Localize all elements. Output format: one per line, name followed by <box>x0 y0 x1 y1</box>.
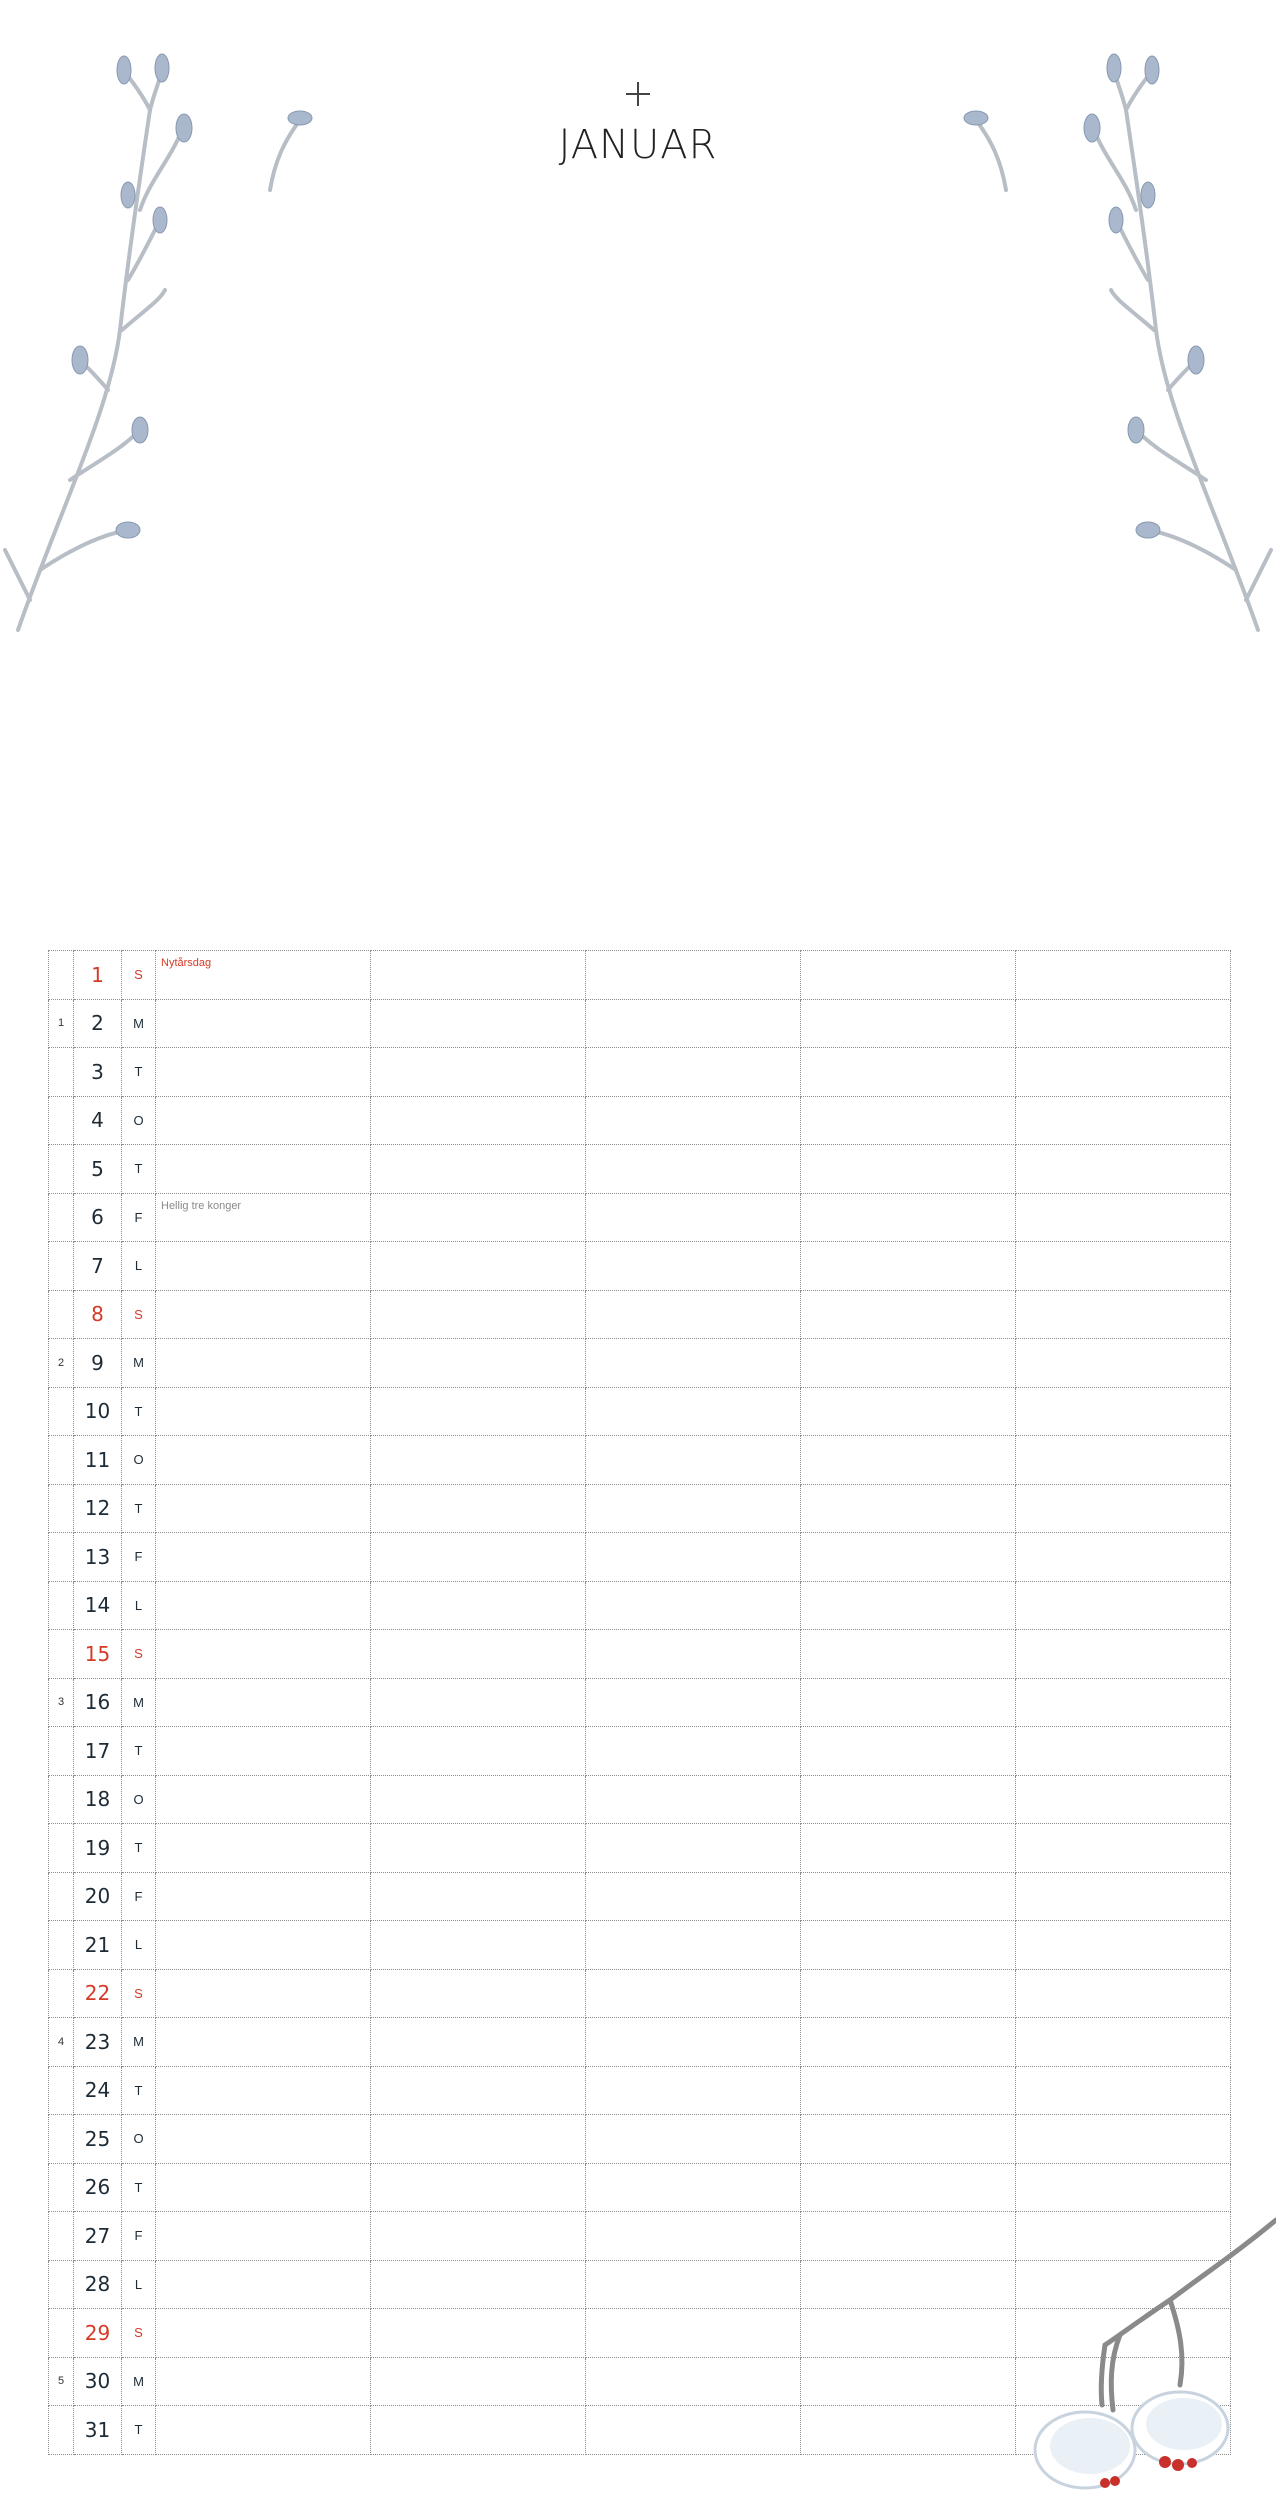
week-number <box>49 1242 74 1291</box>
day-number: 2 <box>74 999 122 1048</box>
entry-cell[interactable] <box>586 1145 801 1194</box>
weekday-letter: T <box>122 1727 156 1776</box>
entry-cell[interactable] <box>801 1678 1016 1727</box>
calendar-row <box>49 1145 1231 1194</box>
weekday-letter: F <box>122 1872 156 1921</box>
entry-cell[interactable] <box>586 1969 801 2018</box>
week-number <box>49 2115 74 2164</box>
entry-cell[interactable] <box>801 2018 1016 2067</box>
day-number: 20 <box>74 1872 122 1921</box>
entry-cell[interactable] <box>1016 1775 1231 1824</box>
entry-cell[interactable] <box>801 2163 1016 2212</box>
weekday-letter: M <box>122 1339 156 1388</box>
entry-cell[interactable] <box>801 2115 1016 2164</box>
entry-cell[interactable] <box>156 1290 371 1339</box>
entry-cell[interactable] <box>801 2309 1016 2358</box>
day-number: 16 <box>74 1678 122 1727</box>
calendar-row <box>49 1436 1231 1485</box>
weekday-letter: T <box>122 1387 156 1436</box>
weekday-letter: O <box>122 1436 156 1485</box>
week-number <box>49 1290 74 1339</box>
entry-cell[interactable] <box>586 1193 801 1242</box>
entry-cell[interactable] <box>801 1727 1016 1776</box>
entry-cell[interactable] <box>1016 1387 1231 1436</box>
entry-cell[interactable] <box>1016 1193 1231 1242</box>
entry-cell[interactable] <box>1016 1581 1231 1630</box>
entry-cell[interactable] <box>371 2357 586 2406</box>
calendar-row <box>49 1678 1231 1727</box>
week-number: 4 <box>49 2018 74 2067</box>
weekday-letter: O <box>122 1096 156 1145</box>
weekday-letter: S <box>122 1630 156 1679</box>
entry-cell[interactable] <box>1016 1824 1231 1873</box>
entry-cell[interactable] <box>1016 1921 1231 1970</box>
week-number <box>49 1969 74 2018</box>
entry-cell[interactable] <box>801 999 1016 1048</box>
week-number <box>49 1387 74 1436</box>
entry-cell[interactable] <box>586 1387 801 1436</box>
entry-cell[interactable] <box>586 1581 801 1630</box>
entry-cell[interactable] <box>371 2066 586 2115</box>
entry-cell[interactable] <box>586 2406 801 2455</box>
entry-cell[interactable] <box>156 1678 371 1727</box>
week-number <box>49 1630 74 1679</box>
calendar-row <box>49 1387 1231 1436</box>
week-number <box>49 1824 74 1873</box>
day-number: 26 <box>74 2163 122 2212</box>
entry-cell[interactable] <box>801 1096 1016 1145</box>
entry-cell[interactable] <box>371 1727 586 1776</box>
day-number: 15 <box>74 1630 122 1679</box>
entry-cell[interactable] <box>371 1533 586 1582</box>
entry-cell[interactable] <box>586 1339 801 1388</box>
entry-cell[interactable] <box>1016 1969 1231 2018</box>
entry-cell[interactable] <box>586 1678 801 1727</box>
entry-cell[interactable] <box>371 2406 586 2455</box>
week-number: 3 <box>49 1678 74 1727</box>
calendar-row <box>49 2066 1231 2115</box>
day-number: 29 <box>74 2309 122 2358</box>
week-number <box>49 1872 74 1921</box>
entry-cell[interactable] <box>371 1484 586 1533</box>
week-number <box>49 1921 74 1970</box>
entry-cell[interactable] <box>586 951 801 1000</box>
week-number: 2 <box>49 1339 74 1388</box>
entry-cell[interactable] <box>1016 1533 1231 1582</box>
day-number: 11 <box>74 1436 122 1485</box>
entry-cell[interactable] <box>801 2406 1016 2455</box>
week-number <box>49 1048 74 1097</box>
entry-cell[interactable] <box>156 1339 371 1388</box>
entry-cell[interactable] <box>801 1387 1016 1436</box>
entry-cell[interactable] <box>586 1436 801 1485</box>
day-note: Nytårsdag <box>161 957 212 969</box>
entry-cell[interactable] <box>801 1775 1016 1824</box>
entry-cell[interactable] <box>1016 2018 1231 2067</box>
day-number: 22 <box>74 1969 122 2018</box>
entry-cell[interactable] <box>156 1096 371 1145</box>
entry-cell[interactable] <box>801 2357 1016 2406</box>
entry-cell[interactable] <box>586 2115 801 2164</box>
week-number: 1 <box>49 999 74 1048</box>
day-number: 23 <box>74 2018 122 2067</box>
entry-cell[interactable] <box>156 1193 371 1242</box>
entry-cell[interactable] <box>156 2406 371 2455</box>
entry-cell[interactable] <box>371 1921 586 1970</box>
entry-cell[interactable] <box>156 2115 371 2164</box>
weekday-letter: M <box>122 2018 156 2067</box>
entry-cell[interactable] <box>801 1193 1016 1242</box>
month-title: JANUAR <box>558 122 718 168</box>
day-number: 27 <box>74 2212 122 2261</box>
entry-cell[interactable] <box>586 2212 801 2261</box>
weekday-letter: L <box>122 1921 156 1970</box>
entry-cell[interactable] <box>801 2260 1016 2309</box>
entry-cell[interactable] <box>801 1436 1016 1485</box>
entry-cell[interactable] <box>371 1387 586 1436</box>
entry-cell[interactable] <box>586 2163 801 2212</box>
entry-cell[interactable] <box>156 1775 371 1824</box>
calendar-row <box>49 1290 1231 1339</box>
entry-cell[interactable] <box>586 1727 801 1776</box>
entry-cell[interactable] <box>371 1242 586 1291</box>
branch-right-illustration <box>946 30 1276 640</box>
weekday-letter: S <box>122 1969 156 2018</box>
entry-cell[interactable] <box>156 1727 371 1776</box>
day-number: 30 <box>74 2357 122 2406</box>
weekday-letter: T <box>122 2406 156 2455</box>
day-number: 19 <box>74 1824 122 1873</box>
entry-cell[interactable] <box>371 1339 586 1388</box>
week-number <box>49 2309 74 2358</box>
weekday-letter: M <box>122 2357 156 2406</box>
entry-cell[interactable] <box>1016 2115 1231 2164</box>
entry-cell[interactable] <box>156 2163 371 2212</box>
entry-cell[interactable] <box>371 2260 586 2309</box>
week-number <box>49 1775 74 1824</box>
day-number: 25 <box>74 2115 122 2164</box>
entry-cell[interactable] <box>801 1339 1016 1388</box>
calendar-row <box>49 1096 1231 1145</box>
week-number <box>49 1193 74 1242</box>
entry-cell[interactable] <box>371 2163 586 2212</box>
weekday-letter: L <box>122 2260 156 2309</box>
entry-cell[interactable] <box>156 1387 371 1436</box>
day-number: 10 <box>74 1387 122 1436</box>
entry-cell[interactable] <box>156 2018 371 2067</box>
entry-cell[interactable] <box>371 1193 586 1242</box>
entry-cell[interactable] <box>801 1921 1016 1970</box>
calendar-row <box>49 1969 1231 2018</box>
calendar-row <box>49 1872 1231 1921</box>
entry-cell[interactable] <box>371 2018 586 2067</box>
calendar-row <box>49 2163 1231 2212</box>
berries-illustration <box>1010 2210 1276 2490</box>
entry-cell[interactable] <box>801 2212 1016 2261</box>
day-note: Hellig tre konger <box>161 1199 242 1212</box>
entry-cell[interactable] <box>801 1048 1016 1097</box>
entry-cell[interactable] <box>1016 1678 1231 1727</box>
weekday-letter: T <box>122 1048 156 1097</box>
entry-cell[interactable] <box>586 1533 801 1582</box>
entry-cell[interactable] <box>586 2018 801 2067</box>
week-number <box>49 1581 74 1630</box>
entry-cell[interactable] <box>586 1242 801 1291</box>
week-number <box>49 951 74 1000</box>
week-number <box>49 1727 74 1776</box>
entry-cell[interactable] <box>586 1824 801 1873</box>
weekday-letter: T <box>122 1824 156 1873</box>
day-number: 28 <box>74 2260 122 2309</box>
calendar-row <box>49 2115 1231 2164</box>
day-number: 5 <box>74 1145 122 1194</box>
weekday-letter: F <box>122 1193 156 1242</box>
entry-cell[interactable] <box>1016 1048 1231 1097</box>
entry-cell[interactable] <box>156 1048 371 1097</box>
day-number: 18 <box>74 1775 122 1824</box>
entry-cell[interactable] <box>801 1484 1016 1533</box>
day-number: 12 <box>74 1484 122 1533</box>
entry-cell[interactable] <box>371 1290 586 1339</box>
entry-cell[interactable] <box>586 2357 801 2406</box>
entry-cell[interactable] <box>156 1581 371 1630</box>
day-number: 4 <box>74 1096 122 1145</box>
calendar-row <box>49 1193 1231 1242</box>
day-number: 21 <box>74 1921 122 1970</box>
day-number: 7 <box>74 1242 122 1291</box>
week-number: 5 <box>49 2357 74 2406</box>
week-number <box>49 2066 74 2115</box>
calendar-row <box>49 1824 1231 1873</box>
calendar-row <box>49 1921 1231 1970</box>
weekday-letter: L <box>122 1242 156 1291</box>
week-number <box>49 2406 74 2455</box>
entry-cell[interactable] <box>1016 1145 1231 1194</box>
weekday-letter: F <box>122 2212 156 2261</box>
entry-cell[interactable] <box>801 1533 1016 1582</box>
entry-cell[interactable] <box>156 1436 371 1485</box>
entry-cell[interactable] <box>371 2115 586 2164</box>
entry-cell[interactable] <box>156 1921 371 1970</box>
entry-cell[interactable] <box>1016 1727 1231 1776</box>
entry-cell[interactable] <box>371 2309 586 2358</box>
calendar-row <box>49 1775 1231 1824</box>
entry-cell[interactable] <box>156 2309 371 2358</box>
entry-cell[interactable] <box>371 1630 586 1679</box>
weekday-letter: M <box>122 999 156 1048</box>
entry-cell[interactable] <box>801 2066 1016 2115</box>
entry-cell[interactable] <box>156 2066 371 2115</box>
weekday-letter: T <box>122 1145 156 1194</box>
entry-cell[interactable] <box>801 1969 1016 2018</box>
day-number: 17 <box>74 1727 122 1776</box>
entry-cell[interactable] <box>586 1872 801 1921</box>
entry-cell[interactable] <box>371 951 586 1000</box>
day-number: 1 <box>74 951 122 1000</box>
calendar-row <box>49 1242 1231 1291</box>
calendar-row <box>49 1484 1231 1533</box>
weekday-letter: F <box>122 1533 156 1582</box>
weekday-letter: T <box>122 1484 156 1533</box>
calendar-row <box>49 1339 1231 1388</box>
entry-cell[interactable] <box>1016 1630 1231 1679</box>
entry-cell[interactable] <box>586 999 801 1048</box>
entry-cell[interactable] <box>156 2212 371 2261</box>
calendar-row <box>49 951 1231 1000</box>
entry-cell[interactable] <box>586 1630 801 1679</box>
entry-cell[interactable] <box>156 1484 371 1533</box>
entry-cell[interactable] <box>156 2357 371 2406</box>
entry-cell[interactable] <box>371 1581 586 1630</box>
calendar-row <box>49 1581 1231 1630</box>
entry-cell[interactable] <box>156 1872 371 1921</box>
entry-cell[interactable] <box>801 1145 1016 1194</box>
calendar-row <box>49 1533 1231 1582</box>
entry-cell[interactable] <box>371 1872 586 1921</box>
entry-cell[interactable] <box>586 1921 801 1970</box>
day-number: 3 <box>74 1048 122 1097</box>
entry-cell[interactable] <box>586 1484 801 1533</box>
weekday-letter: S <box>122 1290 156 1339</box>
weekday-letter: S <box>122 951 156 1000</box>
entry-cell[interactable] <box>371 1824 586 1873</box>
weekday-letter: O <box>122 1775 156 1824</box>
entry-cell[interactable] <box>371 1048 586 1097</box>
entry-cell[interactable] <box>371 1969 586 2018</box>
entry-cell[interactable] <box>1016 2066 1231 2115</box>
week-number <box>49 1436 74 1485</box>
week-number <box>49 2212 74 2261</box>
weekday-letter: M <box>122 1678 156 1727</box>
weekday-letter: S <box>122 2309 156 2358</box>
entry-cell[interactable] <box>586 1775 801 1824</box>
week-number <box>49 1484 74 1533</box>
entry-cell[interactable] <box>801 1290 1016 1339</box>
branch-left-illustration <box>0 30 330 640</box>
entry-cell[interactable] <box>801 1581 1016 1630</box>
entry-cell[interactable] <box>1016 1339 1231 1388</box>
entry-cell[interactable] <box>371 1096 586 1145</box>
day-number: 13 <box>74 1533 122 1582</box>
entry-cell[interactable] <box>1016 1242 1231 1291</box>
entry-cell[interactable] <box>1016 999 1231 1048</box>
entry-cell[interactable] <box>371 2212 586 2261</box>
entry-cell[interactable] <box>586 1048 801 1097</box>
entry-cell[interactable] <box>1016 1096 1231 1145</box>
plus-icon <box>626 82 650 106</box>
entry-cell[interactable] <box>156 2260 371 2309</box>
entry-cell[interactable] <box>371 1678 586 1727</box>
entry-cell[interactable] <box>1016 2163 1231 2212</box>
entry-cell[interactable] <box>1016 1872 1231 1921</box>
entry-cell[interactable] <box>801 1242 1016 1291</box>
entry-cell[interactable] <box>156 1824 371 1873</box>
week-number <box>49 1096 74 1145</box>
entry-cell[interactable] <box>586 2260 801 2309</box>
entry-cell[interactable] <box>156 1242 371 1291</box>
entry-cell[interactable] <box>1016 1290 1231 1339</box>
calendar-row <box>49 999 1231 1048</box>
entry-cell[interactable] <box>156 951 371 1000</box>
entry-cell[interactable] <box>801 1824 1016 1873</box>
weekday-letter: L <box>122 1581 156 1630</box>
entry-cell[interactable] <box>156 1630 371 1679</box>
entry-cell[interactable] <box>586 2066 801 2115</box>
day-number: 31 <box>74 2406 122 2455</box>
entry-cell[interactable] <box>586 1290 801 1339</box>
week-number <box>49 1533 74 1582</box>
day-number: 6 <box>74 1193 122 1242</box>
entry-cell[interactable] <box>371 999 586 1048</box>
week-number <box>49 2163 74 2212</box>
entry-cell[interactable] <box>801 1630 1016 1679</box>
entry-cell[interactable] <box>156 1533 371 1582</box>
entry-cell[interactable] <box>801 1872 1016 1921</box>
weekday-letter: T <box>122 2163 156 2212</box>
entry-cell[interactable] <box>1016 1484 1231 1533</box>
entry-cell[interactable] <box>156 1145 371 1194</box>
calendar-row <box>49 2018 1231 2067</box>
day-number: 14 <box>74 1581 122 1630</box>
day-number: 24 <box>74 2066 122 2115</box>
entry-cell[interactable] <box>156 999 371 1048</box>
entry-cell[interactable] <box>1016 951 1231 1000</box>
entry-cell[interactable] <box>1016 1436 1231 1485</box>
entry-cell[interactable] <box>371 1145 586 1194</box>
entry-cell[interactable] <box>586 1096 801 1145</box>
weekday-letter: T <box>122 2066 156 2115</box>
entry-cell[interactable] <box>586 2309 801 2358</box>
entry-cell[interactable] <box>801 951 1016 1000</box>
calendar-row <box>49 1048 1231 1097</box>
week-number <box>49 2260 74 2309</box>
weekday-letter: O <box>122 2115 156 2164</box>
entry-cell[interactable] <box>371 1775 586 1824</box>
entry-cell[interactable] <box>371 1436 586 1485</box>
calendar-row <box>49 1630 1231 1679</box>
day-number: 8 <box>74 1290 122 1339</box>
day-number: 9 <box>74 1339 122 1388</box>
calendar-row <box>49 1727 1231 1776</box>
entry-cell[interactable] <box>156 1969 371 2018</box>
week-number <box>49 1145 74 1194</box>
